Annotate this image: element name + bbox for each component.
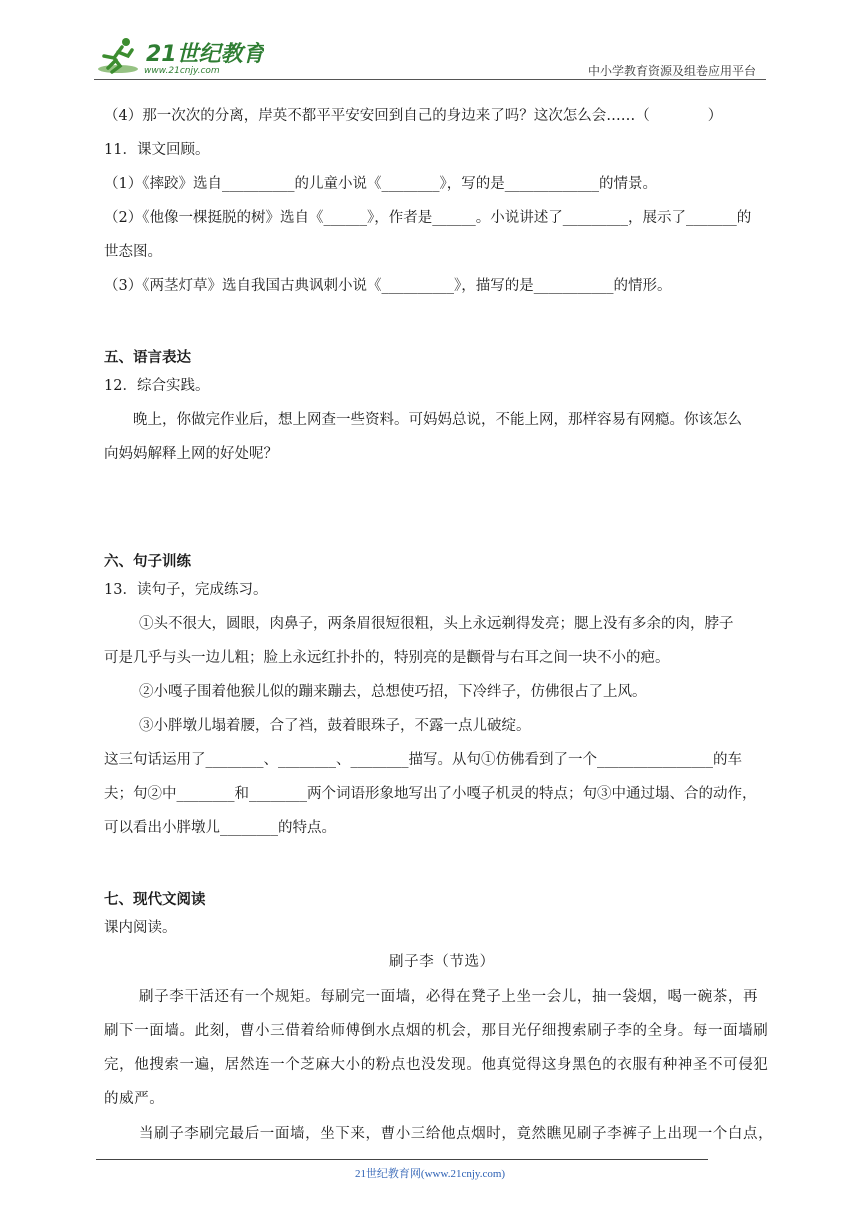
passage-para1-line3: 完，他搜索一遍，居然连一个芝麻大小的粉点也没发现。他真觉得这身黑色的衣服有种神圣不可侵犯 <box>104 1057 769 1073</box>
question-11-2-cont: 世态图。 <box>104 244 162 260</box>
sentence-1-line2: 可是几乎与头一边儿粗；脸上永远红扑扑的，特别亮的是颧骨与右耳之间一块不小的疤。 <box>104 650 670 666</box>
question-11-1: （1）《摔跤》选自__________的儿童小说《________》，写的是_____________的情景。 <box>104 176 657 192</box>
footer-link[interactable]: 21世纪教育网(www.21cnjy.com) <box>354 1168 506 1180</box>
header-divider <box>94 79 766 80</box>
passage-para2-line1: 当刷子李刷完最后一面墙，坐下来，曹小三给他点烟时，竟然瞧见刷子李裤子上出现一个白点， <box>139 1126 774 1142</box>
question-13-line3: 可以看出小胖墩儿________的特点。 <box>104 820 336 836</box>
footer-divider <box>96 1159 708 1160</box>
question-11-3: （3）《两茎灯草》选自我国古典讽刺小说《__________》，描写的是___________的情形。 <box>104 278 672 294</box>
header-platform-name: 中小学教育资源及组卷应用平台 <box>587 64 756 78</box>
reading-intro: 课内阅读。 <box>104 920 177 936</box>
passage-title: 刷子李（节选） <box>389 954 495 970</box>
question-10-4: （4）那一次次的分离，岸英不都平平安安回到自己的身边来了吗？这次怎么会……（ ） <box>104 108 723 124</box>
passage-para1-line1: 刷子李干活还有一个规矩。每刷完一面墙，必得在凳子上坐一会儿，抽一袋烟，喝一碗茶，再 <box>139 989 759 1005</box>
question-11-2: （2）《他像一棵挺脱的树》选自《______》，作者是______。小说讲述了_________，展示了_______的 <box>104 210 752 226</box>
question-11: 11．课文回顾。 <box>104 142 210 158</box>
sentence-3: ③小胖墩儿塌着腰，合了裆，鼓着眼珠子，不露一点儿破绽。 <box>139 718 531 734</box>
question-13-line1: 这三句话运用了________、________、________描写。从句①仿佛看到了一个________________的车 <box>104 752 742 768</box>
passage-para1-line4: 的威严。 <box>104 1091 165 1107</box>
question-12-prompt-line2: 向妈妈解释上网的好处呢？ <box>104 446 278 462</box>
passage-para1-line2: 刷下一面墙。此刻，曹小三借着给师傅倒水点烟的机会，那目光仔细搜索刷子李的全身。每一面墙刷 <box>104 1023 769 1039</box>
site-logo <box>94 36 264 78</box>
section-6-heading: 六、句子训练 <box>104 553 191 570</box>
sentence-1-line1: ①头不很大，圆眼，肉鼻子，两条眉很短很粗，头上永远剃得发亮；腮上没有多余的肉，脖子 <box>139 616 734 632</box>
question-13-line2: 夫；句②中________和________两个词语形象地写出了小嘎子机灵的特点；句③中通过塌、合的动作， <box>104 786 757 802</box>
question-12-prompt-line1: 晚上，你做完作业后，想上网查一些资料。可妈妈总说，不能上网，那样容易有网瘾。你该怎么 <box>133 412 742 428</box>
section-7-heading: 七、现代文阅读 <box>104 891 206 908</box>
sentence-2: ②小嘎子围着他猴儿似的蹦来蹦去，总想使巧招，下冷绊子，仿佛很占了上风。 <box>139 684 647 700</box>
logo-url: www.21cnjy.com <box>144 66 220 76</box>
section-5-heading: 五、语言表达 <box>104 349 191 366</box>
logo-text: 21世纪教育 <box>146 42 264 67</box>
question-13: 13．读句子，完成练习。 <box>104 582 268 598</box>
question-12: 12．综合实践。 <box>104 378 210 394</box>
runner-logo-icon <box>94 36 264 78</box>
